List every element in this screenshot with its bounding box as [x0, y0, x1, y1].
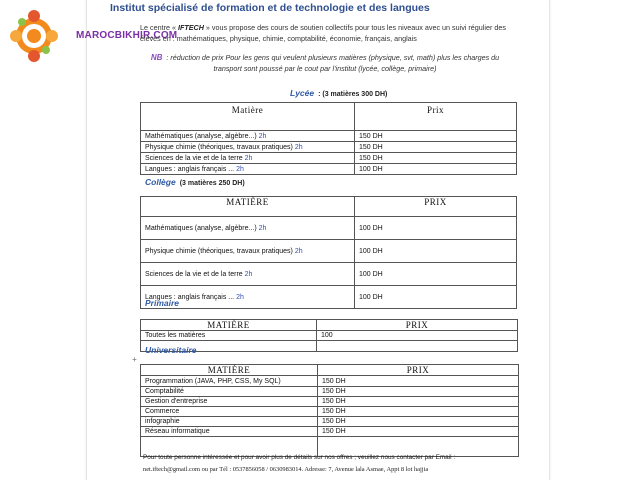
- price-cell: [318, 387, 519, 397]
- price-cell: [355, 131, 517, 142]
- college-header-price: PRIX: [355, 197, 517, 217]
- lycee-header-subject: Matière: [141, 103, 355, 131]
- footer-line-1: Pour toute personne intéressée et pour avoir plus de détails sur nos offres ; veuillez nous contacter par Email :: [143, 454, 456, 461]
- universitaire-heading: [145, 345, 197, 355]
- table-row: [141, 286, 517, 309]
- table-row: [141, 376, 519, 387]
- subject-text: Langues : anglais français ...: [145, 165, 235, 173]
- universitaire-table: [140, 364, 519, 457]
- subject-cell: [141, 407, 318, 417]
- subject-text: Sciences de la vie et de la terre: [145, 270, 243, 278]
- price-cell: [318, 427, 519, 437]
- document-title: Institut spécialisé de formation et de technologie et des langues: [110, 2, 430, 14]
- price-text: 150 DH: [359, 154, 383, 162]
- hours-text: 2h: [236, 165, 244, 173]
- hours-text: 2h: [244, 154, 253, 162]
- table-row: [141, 142, 517, 153]
- table-row: [141, 417, 519, 427]
- lycee-header-price: Prix: [355, 103, 517, 131]
- empty-cell: [317, 341, 518, 352]
- subject-cell: [141, 142, 355, 153]
- primaire-header-price: PRIX: [317, 320, 518, 331]
- price-text: 150 DH: [322, 398, 346, 405]
- table-row: [141, 240, 517, 263]
- subject-text: Gestion d'entreprise: [145, 398, 208, 405]
- college-table: [140, 196, 517, 309]
- subject-text: Mathématiques (analyse, algèbre...): [145, 224, 257, 232]
- price-cell: [318, 417, 519, 427]
- price-text: 100 DH: [359, 224, 383, 232]
- table-row: [141, 387, 519, 397]
- price-cell: [355, 217, 517, 240]
- subject-text: Physique chimie (théoriques, travaux pratiques): [145, 247, 293, 255]
- table-row: [141, 341, 518, 352]
- subject-cell: [141, 164, 355, 175]
- subject-cell: [141, 417, 318, 427]
- price-text: 100: [321, 332, 333, 339]
- footer-line-2: net.iftech@gmail.com ou par Tél : 0537856058 / 0630983014. Adresse: 7, Avenue lala Asmae, Appt 8 lot hajjia: [143, 466, 429, 473]
- subject-cell: [141, 153, 355, 164]
- subject-text: infographie: [145, 418, 180, 425]
- subject-text: Langues : anglais français ...: [145, 293, 235, 301]
- subject-cell: [141, 217, 355, 240]
- lycee-table: [140, 102, 517, 175]
- price-cell: [318, 376, 519, 387]
- lycee-note: : (3 matières 300 DH): [318, 91, 388, 98]
- college-header-subject: MATIÈRE: [141, 197, 355, 217]
- price-cell: [355, 286, 517, 309]
- college-title: Collège: [145, 177, 176, 187]
- price-text: 150 DH: [322, 408, 346, 415]
- subject-text: Toutes les matières: [145, 332, 206, 339]
- price-text: 100 DH: [359, 293, 383, 301]
- subject-text: Mathématiques (analyse, algèbre...): [145, 132, 257, 140]
- price-text: 100 DH: [359, 165, 383, 173]
- lycee-title: Lycée: [290, 88, 315, 98]
- table-add-icon[interactable]: +: [132, 355, 137, 364]
- table-row: [141, 397, 519, 407]
- table-row: [141, 427, 519, 437]
- subject-cell: [141, 263, 355, 286]
- subject-cell: [141, 427, 318, 437]
- subject-cell: [141, 131, 355, 142]
- hours-text: 2h: [294, 143, 303, 151]
- table-row: [141, 164, 517, 175]
- logo-text: MAROCBIKHIR.COM: [76, 30, 178, 41]
- hours-text: 2h: [244, 270, 253, 278]
- intro-rest: » vous propose des cours de soutien collectifs pour tous les niveaux avec un suivi régulier des élèves en : mathématiques, physique, chimie, comptabilité, économie, français, anglais: [140, 23, 506, 43]
- nb-label: NB: [150, 53, 163, 62]
- price-cell: [318, 397, 519, 407]
- intro-paragraph: [140, 22, 510, 44]
- primaire-title: Primaire: [145, 298, 180, 308]
- subject-text: Réseau informatique: [145, 428, 210, 435]
- hours-text: 2h: [294, 247, 303, 255]
- subject-text: Sciences de la vie et de la terre: [145, 154, 243, 162]
- price-text: 150 DH: [359, 132, 383, 140]
- subject-cell: [141, 397, 318, 407]
- subject-text: Commerce: [145, 408, 180, 415]
- intro-brand: IFTECH: [177, 23, 204, 32]
- price-text: 150 DH: [359, 143, 383, 151]
- marocbikhir-logo-icon: [2, 4, 86, 68]
- subject-cell: [141, 376, 318, 387]
- price-cell: [355, 153, 517, 164]
- hours-text: 2h: [236, 293, 244, 301]
- table-row: [141, 263, 517, 286]
- universitaire-header-subject: MATIÈRE: [141, 365, 318, 376]
- table-row: [141, 153, 517, 164]
- price-text: 150 DH: [322, 428, 346, 435]
- intro-prefix: Le centre «: [140, 23, 176, 32]
- table-row: [141, 217, 517, 240]
- price-text: 100 DH: [359, 247, 383, 255]
- subject-cell: [141, 387, 318, 397]
- price-text: 150 DH: [322, 377, 346, 385]
- price-cell: [355, 142, 517, 153]
- universitaire-header-price: PRIX: [318, 365, 519, 376]
- subject-text: Programmation (JAVA, PHP, CSS, My SQL): [145, 377, 281, 385]
- college-note: (3 matières 250 DH): [179, 180, 245, 187]
- price-cell: [318, 407, 519, 417]
- price-cell: [317, 331, 518, 341]
- price-text: 100 DH: [359, 270, 383, 278]
- nb-note: [150, 53, 500, 74]
- price-text: 150 DH: [322, 418, 346, 425]
- footer-contact: [143, 452, 523, 476]
- table-row: [141, 331, 518, 341]
- price-cell: [355, 164, 517, 175]
- subject-text: Comptabilité: [145, 388, 184, 395]
- hours-text: 2h: [258, 224, 267, 232]
- lycee-heading: [290, 88, 387, 98]
- hours-text: 2h: [258, 132, 267, 140]
- price-text: 150 DH: [322, 388, 346, 395]
- primaire-heading: [145, 298, 179, 308]
- universitaire-title: Universitaire: [145, 345, 197, 355]
- nb-text: : réduction de prix Pour les gens qui veulent plusieurs matières (physique, svt, math) plus les charges du transport sont poussé par le cout par l'institut (lycée, collège, primaire): [166, 53, 500, 73]
- table-row: [141, 131, 517, 142]
- primaire-header-subject: MATIÈRE: [141, 320, 317, 331]
- price-cell: [355, 263, 517, 286]
- subject-cell: [141, 240, 355, 263]
- price-cell: [355, 240, 517, 263]
- college-heading: [145, 177, 245, 187]
- subject-text: Physique chimie (théoriques, travaux pratiques): [145, 143, 293, 151]
- subject-cell: [141, 331, 317, 341]
- table-row: [141, 407, 519, 417]
